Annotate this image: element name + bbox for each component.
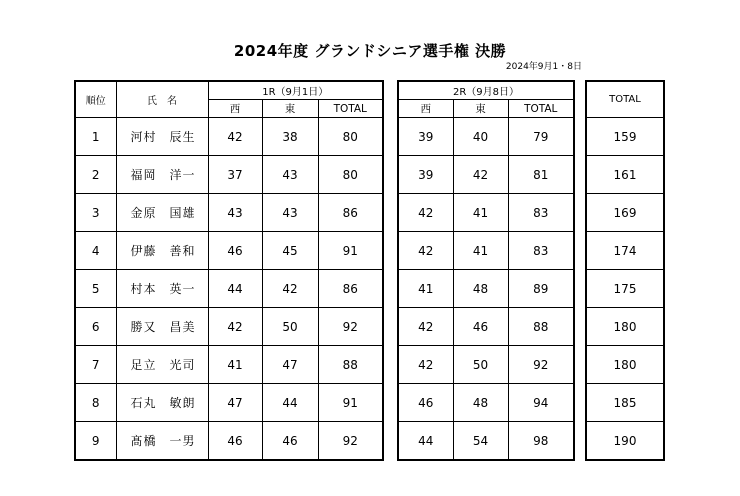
round1-total-cell: 86 <box>318 194 383 232</box>
table-row <box>398 422 574 461</box>
round1-total-cell: 91 <box>318 384 383 422</box>
round1-total-header: TOTAL <box>318 100 383 118</box>
round2-east-header: 東 <box>453 100 508 118</box>
round2-east-cell: 50 <box>453 346 508 384</box>
grand-total-cell: 175 <box>586 270 664 308</box>
round1-east-cell: 43 <box>262 194 318 232</box>
rank-cell: 4 <box>75 232 116 270</box>
round1-header: 1R（9月1日） <box>208 81 383 100</box>
round2-total-cell: 88 <box>508 308 574 346</box>
round1-east-header: 東 <box>262 100 318 118</box>
table-row <box>75 194 383 232</box>
table-row <box>75 384 383 422</box>
rank-cell: 3 <box>75 194 116 232</box>
grand-total-header: TOTAL <box>586 81 664 118</box>
round2-west-cell: 42 <box>398 346 453 384</box>
rank-cell: 2 <box>75 156 116 194</box>
round2-east-cell: 42 <box>453 156 508 194</box>
table-row <box>586 118 664 156</box>
round2-west-cell: 44 <box>398 422 453 461</box>
rank-cell: 8 <box>75 384 116 422</box>
round2-west-cell: 46 <box>398 384 453 422</box>
round2-total-cell: 79 <box>508 118 574 156</box>
round2-east-cell: 54 <box>453 422 508 461</box>
round2-total-cell: 83 <box>508 232 574 270</box>
player-name-cell: 髙橋 一男 <box>116 422 208 461</box>
table-row <box>75 270 383 308</box>
grand-total-cell: 185 <box>586 384 664 422</box>
table-row <box>398 232 574 270</box>
round2-west-cell: 42 <box>398 232 453 270</box>
round2-west-cell: 42 <box>398 194 453 232</box>
round1-west-cell: 47 <box>208 384 262 422</box>
round2-east-cell: 46 <box>453 308 508 346</box>
table-row <box>75 156 383 194</box>
grand-total-cell: 180 <box>586 308 664 346</box>
table-row <box>586 232 664 270</box>
round2-west-header: 西 <box>398 100 453 118</box>
round2-table <box>397 80 575 461</box>
table-row <box>398 346 574 384</box>
rank-header: 順位 <box>75 81 116 118</box>
table-row <box>586 194 664 232</box>
round2-east-cell: 41 <box>453 232 508 270</box>
round2-east-cell: 48 <box>453 384 508 422</box>
round1-total-cell: 92 <box>318 308 383 346</box>
round1-east-cell: 38 <box>262 118 318 156</box>
rank-cell: 9 <box>75 422 116 461</box>
round1-total-cell: 80 <box>318 156 383 194</box>
grand-total-cell: 161 <box>586 156 664 194</box>
round1-west-cell: 43 <box>208 194 262 232</box>
player-name-cell: 石丸 敏朗 <box>116 384 208 422</box>
round2-total-cell: 94 <box>508 384 574 422</box>
round1-west-cell: 42 <box>208 308 262 346</box>
round1-total-cell: 86 <box>318 270 383 308</box>
round2-total-cell: 98 <box>508 422 574 461</box>
round1-east-cell: 44 <box>262 384 318 422</box>
round2-total-cell: 89 <box>508 270 574 308</box>
round2-west-cell: 39 <box>398 118 453 156</box>
round2-header: 2R（9月8日） <box>398 81 574 100</box>
round2-east-cell: 40 <box>453 118 508 156</box>
round1-east-cell: 46 <box>262 422 318 461</box>
player-name-cell: 河村 辰生 <box>116 118 208 156</box>
round1-table <box>74 80 384 461</box>
table-row <box>75 232 383 270</box>
player-name-cell: 勝又 昌美 <box>116 308 208 346</box>
table-row <box>586 270 664 308</box>
rank-cell: 5 <box>75 270 116 308</box>
round2-total-header: TOTAL <box>508 100 574 118</box>
name-header: 氏 名 <box>116 81 208 118</box>
round1-west-cell: 44 <box>208 270 262 308</box>
round1-east-cell: 42 <box>262 270 318 308</box>
player-name-cell: 村本 英一 <box>116 270 208 308</box>
grand-total-cell: 180 <box>586 346 664 384</box>
document-title: 2024年度 グランドシニア選手権 決勝 <box>233 42 507 60</box>
table-row <box>586 422 664 461</box>
round1-total-cell: 88 <box>318 346 383 384</box>
round1-total-cell: 91 <box>318 232 383 270</box>
event-date: 2024年9月1・8日 <box>505 62 582 72</box>
round1-east-cell: 50 <box>262 308 318 346</box>
grand-total-cell: 190 <box>586 422 664 461</box>
player-name-cell: 福岡 洋一 <box>116 156 208 194</box>
round1-west-cell: 46 <box>208 232 262 270</box>
table-row <box>586 384 664 422</box>
round1-east-cell: 47 <box>262 346 318 384</box>
rank-cell: 6 <box>75 308 116 346</box>
round1-east-cell: 45 <box>262 232 318 270</box>
table-row <box>398 308 574 346</box>
grand-total-cell: 159 <box>586 118 664 156</box>
player-name-cell: 足立 光司 <box>116 346 208 384</box>
table-row <box>586 346 664 384</box>
grand-total-cell: 174 <box>586 232 664 270</box>
player-name-cell: 伊藤 善和 <box>116 232 208 270</box>
round2-total-cell: 81 <box>508 156 574 194</box>
table-row <box>398 118 574 156</box>
table-row <box>398 384 574 422</box>
round2-total-cell: 83 <box>508 194 574 232</box>
table-row <box>398 270 574 308</box>
table-row <box>75 422 383 461</box>
table-row <box>398 156 574 194</box>
table-row <box>586 308 664 346</box>
round1-west-cell: 46 <box>208 422 262 461</box>
round1-west-cell: 42 <box>208 118 262 156</box>
rank-cell: 7 <box>75 346 116 384</box>
table-row <box>75 308 383 346</box>
round1-west-cell: 41 <box>208 346 262 384</box>
table-row <box>75 346 383 384</box>
round1-east-cell: 43 <box>262 156 318 194</box>
round1-west-header: 西 <box>208 100 262 118</box>
table-row <box>586 156 664 194</box>
round2-east-cell: 41 <box>453 194 508 232</box>
round2-total-cell: 92 <box>508 346 574 384</box>
player-name-cell: 金原 国雄 <box>116 194 208 232</box>
grand-total-table <box>585 80 665 461</box>
round1-total-cell: 80 <box>318 118 383 156</box>
rank-cell: 1 <box>75 118 116 156</box>
round1-total-cell: 92 <box>318 422 383 461</box>
round2-west-cell: 41 <box>398 270 453 308</box>
round1-west-cell: 37 <box>208 156 262 194</box>
table-row <box>398 194 574 232</box>
table-row <box>75 118 383 156</box>
grand-total-cell: 169 <box>586 194 664 232</box>
round2-east-cell: 48 <box>453 270 508 308</box>
round2-west-cell: 42 <box>398 308 453 346</box>
round2-west-cell: 39 <box>398 156 453 194</box>
